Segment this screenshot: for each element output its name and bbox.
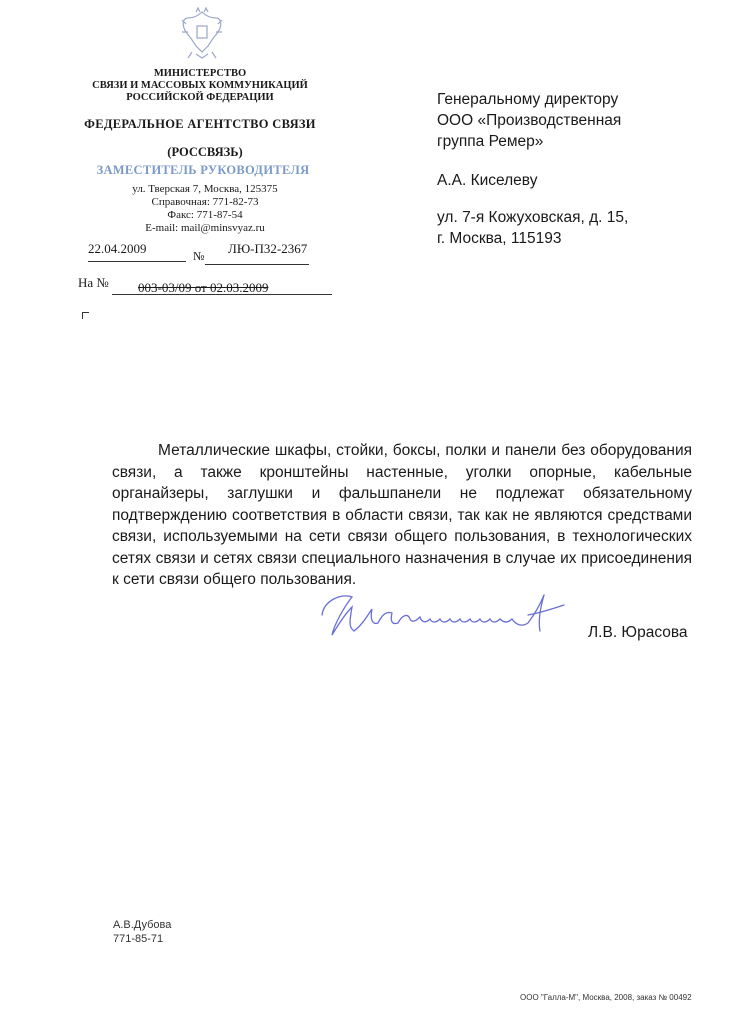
ministry-name xyxy=(70,68,330,104)
addressee-block xyxy=(437,89,737,249)
ministry-line: РОССИЙСКОЙ ФЕДЕРАЦИИ xyxy=(126,92,274,103)
letter-date: 22.04.2009 xyxy=(88,241,147,256)
addressee-street: ул. 7-я Кожуховская, д. 15, xyxy=(437,209,629,226)
in-reply-reference: 003-03/09 от 02.03.2009 xyxy=(138,280,269,295)
addressee-title: Генеральному директору xyxy=(437,91,619,108)
addressee-name: А.А. Киселеву xyxy=(437,172,538,189)
corner-mark xyxy=(82,312,89,319)
coat-of-arms-icon xyxy=(178,6,226,60)
number-underline xyxy=(205,264,309,265)
addressee-city: г. Москва, 115193 xyxy=(437,230,562,247)
executor-name: А.В.Дубова xyxy=(113,919,172,931)
sender-email: E-mail: mail@minsvyaz.ru xyxy=(145,222,265,234)
signer-name: Л.В. Юрасова xyxy=(588,624,688,641)
letter-body: Металлические шкафы, стойки, боксы, полки и панели без оборудования связи, а также кронштейны настенные, уголки опорные, кабельные органайзеры, заглушки и фальшпанели не подлежат обязательному подтверждению соответствия в области связи, так как не являются средствами связи, используемыми на сети связи общего пользования, в технологических сетях связи и сетях связи специального назначения в случае их присоединения к сети связи общего пользования. xyxy=(112,442,692,588)
outgoing-number: ЛЮ-П32-2367 xyxy=(228,241,308,256)
sender-phone: Справочная: 771-82-73 xyxy=(151,196,259,208)
executor-info xyxy=(113,918,171,946)
addressee-company-cont: группа Ремер» xyxy=(437,133,544,150)
sender-fax: Факс: 771-87-54 xyxy=(167,209,243,221)
sender-address: ул. Тверская 7, Москва, 125375 xyxy=(132,183,278,195)
addressee-company: ООО «Производственная xyxy=(437,112,622,129)
ministry-line: МИНИСТЕРСТВО xyxy=(153,68,247,79)
number-sign: № xyxy=(193,249,205,263)
date-underline xyxy=(88,261,186,262)
in-reply-label: На № xyxy=(78,275,109,290)
handwritten-signature xyxy=(312,585,572,645)
agency-short-name: (РОССВЯЗЬ) xyxy=(167,145,243,159)
ministry-line: СВЯЗИ И МАССОВЫХ КОММУНИКАЦИЙ xyxy=(92,80,308,91)
in-reply-underline xyxy=(112,294,332,295)
sender-contacts xyxy=(100,183,310,235)
agency-name: ФЕДЕРАЛЬНОЕ АГЕНТСТВО СВЯЗИ xyxy=(84,117,316,131)
sender-position: ЗАМЕСТИТЕЛЬ РУКОВОДИТЕЛЯ xyxy=(96,163,310,177)
printer-imprint: ООО "Галла-М", Москва, 2008, заказ № 00492 xyxy=(520,993,692,1002)
executor-phone: 771-85-71 xyxy=(113,933,164,945)
